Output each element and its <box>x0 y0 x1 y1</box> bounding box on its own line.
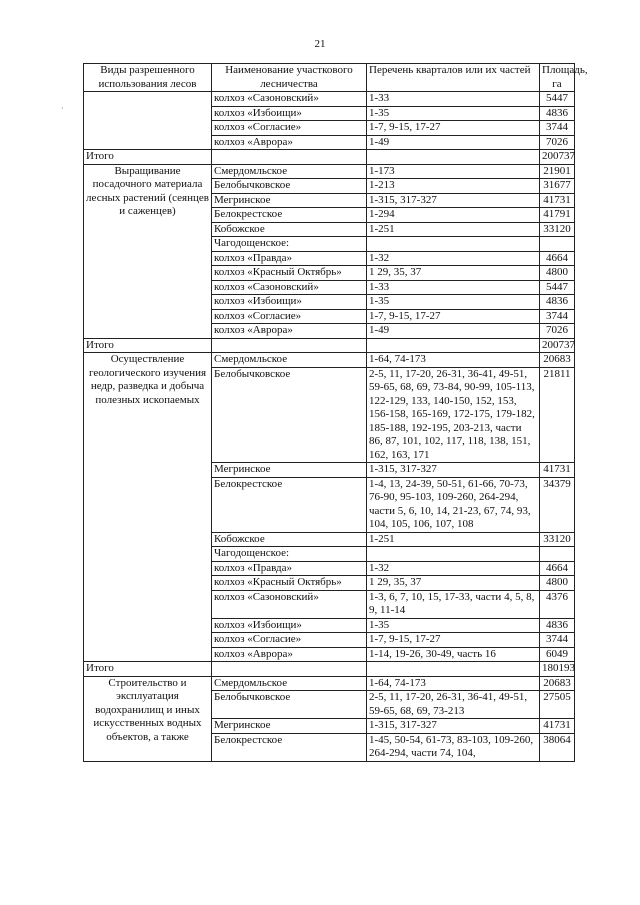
quarters-cell: 1-45, 50-54, 61-73, 83-103, 109-260, 264-294, части 74, 104, <box>367 733 540 761</box>
area-cell: 33120 <box>540 222 575 237</box>
quarters-cell: 2-5, 11, 17-20, 26-31, 36-41, 49-51, 59-65, 68, 69, 73-84, 90-99, 105-113, 122-129, 133, 140-150, 152, 153, 156-158, 165-169, 172-175, 179-182, 185-188, 192-195, 203-213, части 86, 87, 101, 102, 117, 118, 138, 151, 162, 163, 171 <box>367 367 540 463</box>
area-cell: 21901 <box>540 164 575 179</box>
header-forestry: Наименование участкового лесничества <box>212 64 367 92</box>
area-cell <box>540 547 575 562</box>
header-area: Площадь, га <box>540 64 575 92</box>
area-cell: 3744 <box>540 121 575 136</box>
forestry-cell: Мегринское <box>212 463 367 478</box>
area-cell: 4800 <box>540 266 575 281</box>
total-label: Итого <box>84 662 212 677</box>
area-cell <box>540 237 575 252</box>
use-cell: Осуществление геологического изучения недр, разведка и добыча полезных ископаемых <box>84 353 212 662</box>
use-cell: Строительство и эксплуатация водохранилищ и иных искусственных водных объектов, а также <box>84 676 212 761</box>
quarters-cell: 1-315, 317-327 <box>367 193 540 208</box>
table-row <box>84 164 575 179</box>
forestry-cell: колхоз «Аврора» <box>212 324 367 339</box>
forestry-cell: Белобычковское <box>212 691 367 719</box>
quarters-cell: 2-5, 11, 17-20, 26-31, 36-41, 49-51, 59-65, 68, 69, 73-213 <box>367 691 540 719</box>
quarters-cell: 1 29, 35, 37 <box>367 266 540 281</box>
forestry-cell: колхоз «Красный Октябрь» <box>212 576 367 591</box>
area-cell: 5447 <box>540 280 575 295</box>
quarters-cell: 1-64, 74-173 <box>367 353 540 368</box>
total-label: Итого <box>84 150 212 165</box>
area-cell: 31677 <box>540 179 575 194</box>
forestry-cell: колхоз «Согласие» <box>212 309 367 324</box>
forestry-cell: колхоз «Избоищи» <box>212 106 367 121</box>
forestry-cell: Белобычковское <box>212 367 367 463</box>
area-cell: 6049 <box>540 647 575 662</box>
area-cell: 34379 <box>540 477 575 532</box>
area-cell: 33120 <box>540 532 575 547</box>
area-cell: 4836 <box>540 295 575 310</box>
area-cell: 3744 <box>540 633 575 648</box>
quarters-cell: 1-32 <box>367 561 540 576</box>
forestry-cell: колхоз «Избоищи» <box>212 618 367 633</box>
forestry-cell: Белокрестское <box>212 477 367 532</box>
quarters-cell: 1-173 <box>367 164 540 179</box>
forestry-cell: Чагодощенское: <box>212 237 367 252</box>
use-cell: Выращивание посадочного материала лесных растений (сеянцев и саженцев) <box>84 164 212 338</box>
quarters-cell: 1-35 <box>367 295 540 310</box>
area-cell: 21811 <box>540 367 575 463</box>
forestry-cell: колхоз «Сазоновский» <box>212 280 367 295</box>
forestry-cell: колхоз «Сазоновский» <box>212 590 367 618</box>
area-cell: 4800 <box>540 576 575 591</box>
forestry-cell: Мегринское <box>212 193 367 208</box>
area-cell: 3744 <box>540 309 575 324</box>
forestry-cell: Белобычковское <box>212 179 367 194</box>
area-cell: 41791 <box>540 208 575 223</box>
area-cell: 4836 <box>540 106 575 121</box>
forestry-cell: Чагодощенское: <box>212 547 367 562</box>
area-cell: 27505 <box>540 691 575 719</box>
quarters-cell <box>367 237 540 252</box>
forestry-cell: колхоз «Правда» <box>212 251 367 266</box>
quarters-cell: 1 29, 35, 37 <box>367 576 540 591</box>
quarters-cell: 1-7, 9-15, 17-27 <box>367 309 540 324</box>
quarters-cell: 1-49 <box>367 324 540 339</box>
area-cell: 4836 <box>540 618 575 633</box>
area-cell: 41731 <box>540 719 575 734</box>
forestry-cell: колхоз «Аврора» <box>212 135 367 150</box>
quarters-cell: 1-14, 19-26, 30-49, часть 16 <box>367 647 540 662</box>
header-use: Виды разрешенного использования лесов <box>84 64 212 92</box>
forestry-cell: колхоз «Согласие» <box>212 121 367 136</box>
quarters-cell: 1-315, 317-327 <box>367 719 540 734</box>
quarters-cell: 1-64, 74-173 <box>367 676 540 691</box>
quarters-cell: 1-35 <box>367 618 540 633</box>
forest-use-table <box>83 63 588 762</box>
area-cell: 41731 <box>540 193 575 208</box>
table-row <box>84 353 575 368</box>
forestry-cell: колхоз «Красный Октябрь» <box>212 266 367 281</box>
forestry-cell: Белокрестское <box>212 733 367 761</box>
total-area: 200737 <box>540 150 575 165</box>
forestry-cell: Мегринское <box>212 719 367 734</box>
quarters-cell: 1-3, 6, 7, 10, 15, 17-33, части 4, 5, 8, 9, 11-14 <box>367 590 540 618</box>
table-header-row <box>84 64 575 92</box>
quarters-cell: 1-7, 9-15, 17-27 <box>367 633 540 648</box>
forestry-cell: колхоз «Правда» <box>212 561 367 576</box>
total-row <box>84 150 575 165</box>
forestry-cell: Кобожское <box>212 532 367 547</box>
table-row <box>84 676 575 691</box>
forestry-cell: колхоз «Сазоновский» <box>212 92 367 107</box>
forestry-cell: Белокрестское <box>212 208 367 223</box>
forestry-cell: Смердомльское <box>212 676 367 691</box>
area-cell: 5447 <box>540 92 575 107</box>
quarters-cell: 1-33 <box>367 280 540 295</box>
area-cell: 4664 <box>540 561 575 576</box>
quarters-cell: 1-315, 317-327 <box>367 463 540 478</box>
forestry-cell: Кобожское <box>212 222 367 237</box>
quarters-cell: 1-4, 13, 24-39, 50-51, 61-66, 70-73, 76-90, 95-103, 109-260, 264-294, части 5, 6, 10, 14, 21-23, 67, 74, 93, 104, 105, 106, 107, 108 <box>367 477 540 532</box>
use-cell-empty <box>84 92 212 150</box>
forestry-cell: Смердомльское <box>212 353 367 368</box>
area-cell: 38064 <box>540 733 575 761</box>
area-cell: 4376 <box>540 590 575 618</box>
area-cell: 7026 <box>540 135 575 150</box>
quarters-cell: 1-49 <box>367 135 540 150</box>
page-number: 21 <box>314 38 326 50</box>
quarters-cell: 1-251 <box>367 222 540 237</box>
total-row <box>84 338 575 353</box>
quarters-cell: 1-32 <box>367 251 540 266</box>
area-cell: 20683 <box>540 353 575 368</box>
quarters-cell: 1-294 <box>367 208 540 223</box>
margin-mark: · <box>61 104 64 113</box>
area-cell: 4664 <box>540 251 575 266</box>
forestry-cell: колхоз «Аврора» <box>212 647 367 662</box>
header-quarters: Перечень кварталов или их частей <box>367 64 540 92</box>
quarters-cell <box>367 547 540 562</box>
area-cell: 7026 <box>540 324 575 339</box>
quarters-cell: 1-7, 9-15, 17-27 <box>367 121 540 136</box>
total-row <box>84 662 575 677</box>
total-area: 180193 <box>540 662 575 677</box>
quarters-cell: 1-213 <box>367 179 540 194</box>
total-label: Итого <box>84 338 212 353</box>
quarters-cell: 1-251 <box>367 532 540 547</box>
forestry-cell: колхоз «Согласие» <box>212 633 367 648</box>
forestry-cell: Смердомльское <box>212 164 367 179</box>
quarters-cell: 1-33 <box>367 92 540 107</box>
area-cell: 41731 <box>540 463 575 478</box>
table-row <box>84 92 575 107</box>
forestry-cell: колхоз «Избоищи» <box>212 295 367 310</box>
quarters-cell: 1-35 <box>367 106 540 121</box>
area-cell: 20683 <box>540 676 575 691</box>
total-area: 200737 <box>540 338 575 353</box>
